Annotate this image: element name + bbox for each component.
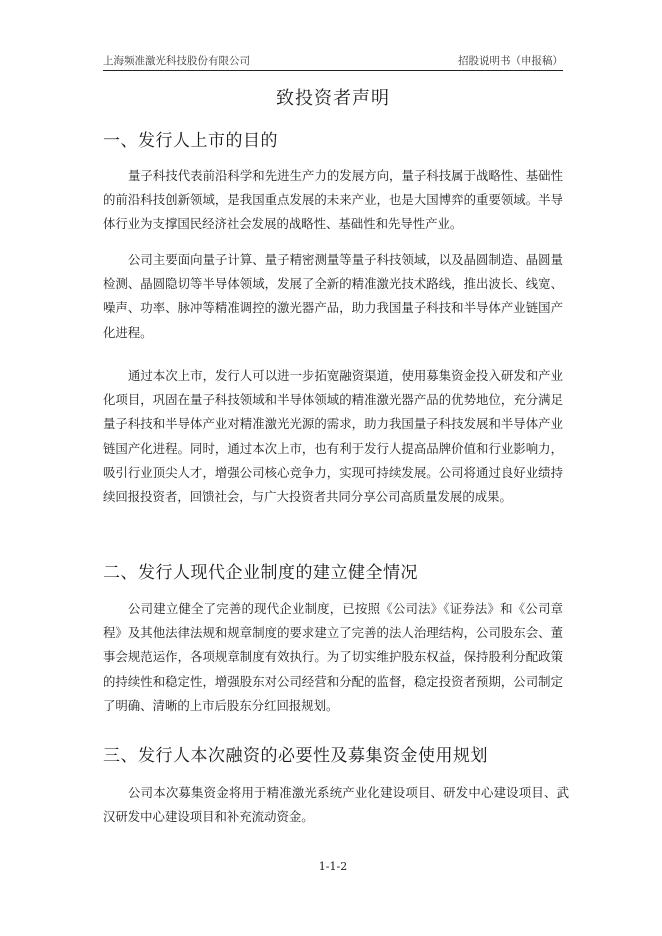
section-heading-listing-purpose: 一、发行人上市的目的 (103, 131, 278, 151)
section-heading-enterprise-system: 二、发行人现代企业制度的建立健全情况 (103, 563, 418, 583)
paragraph: 公司建立健全了完善的现代企业制度，已按照《公司法》《证券法》和《公司章程》及其他法律法规和规章制度的要求建立了完善的法人治理结构，公司股东会、董事会规范运作，各项规章制度有效执行。为了切实维护股东权益，保持股利分配政策的持续性和稳定性，增强股东对公司经营和分配的监督，稳定投资者预期，公司制定了明确、清晰的上市后股东分红回报规划。 (103, 601, 563, 713)
header-company-name: 上海频准激光科技股份有限公司 (103, 55, 250, 67)
header-document-type: 招股说明书（申报稿） (458, 55, 563, 67)
page-number: 1-1-2 (318, 860, 348, 873)
paragraph: 通过本次上市，发行人可以进一步拓宽融资渠道，使用募集资金投入研发和产业化项目，巩固在量子科技领域和半导体领域的精准激光器产品的优势地位，充分满足量子科技和半导体产业对精准激光光源的需求，助力我国量子科技发展和半导体产业链国产化进程。同时，通过本次上市，也有利于发行人提高品牌价值和行业影响力，吸引行业顶尖人才，增强公司核心竞争力，实现可持续发展。公司将通过良好业绩持续回报投资者，回馈社会，与广大投资者共同分享公司高质量发展的成果。 (103, 368, 563, 505)
document-title: 致投资者声明 (276, 88, 390, 109)
page-header (103, 52, 563, 71)
section-heading-financing-plan: 三、发行人本次融资的必要性及募集资金使用规划 (103, 746, 488, 766)
paragraph: 公司主要面向量子计算、量子精密测量等量子科技领域，以及晶圆制造、晶圆量检测、晶圆隐切等半导体领域，发展了全新的精准激光技术路线，推出波长、线宽、噪声、功率、脉冲等精准调控的激光器产品，助力我国量子科技和半导体产业链国产化进程。 (103, 252, 563, 340)
paragraph: 量子科技代表前沿科学和先进生产力的发展方向，量子科技属于战略性、基础性的前沿科技创新领域，是我国重点发展的未来产业，也是大国博弈的重要领域。半导体行业为支撑国民经济社会发展的战略性、基础性和先导性产业。 (103, 168, 563, 232)
paragraph: 公司本次募集资金将用于精准激光系统产业化建设项目、研发中心建设项目、武汉研发中心建设项目和补充流动资金。 (103, 785, 569, 825)
